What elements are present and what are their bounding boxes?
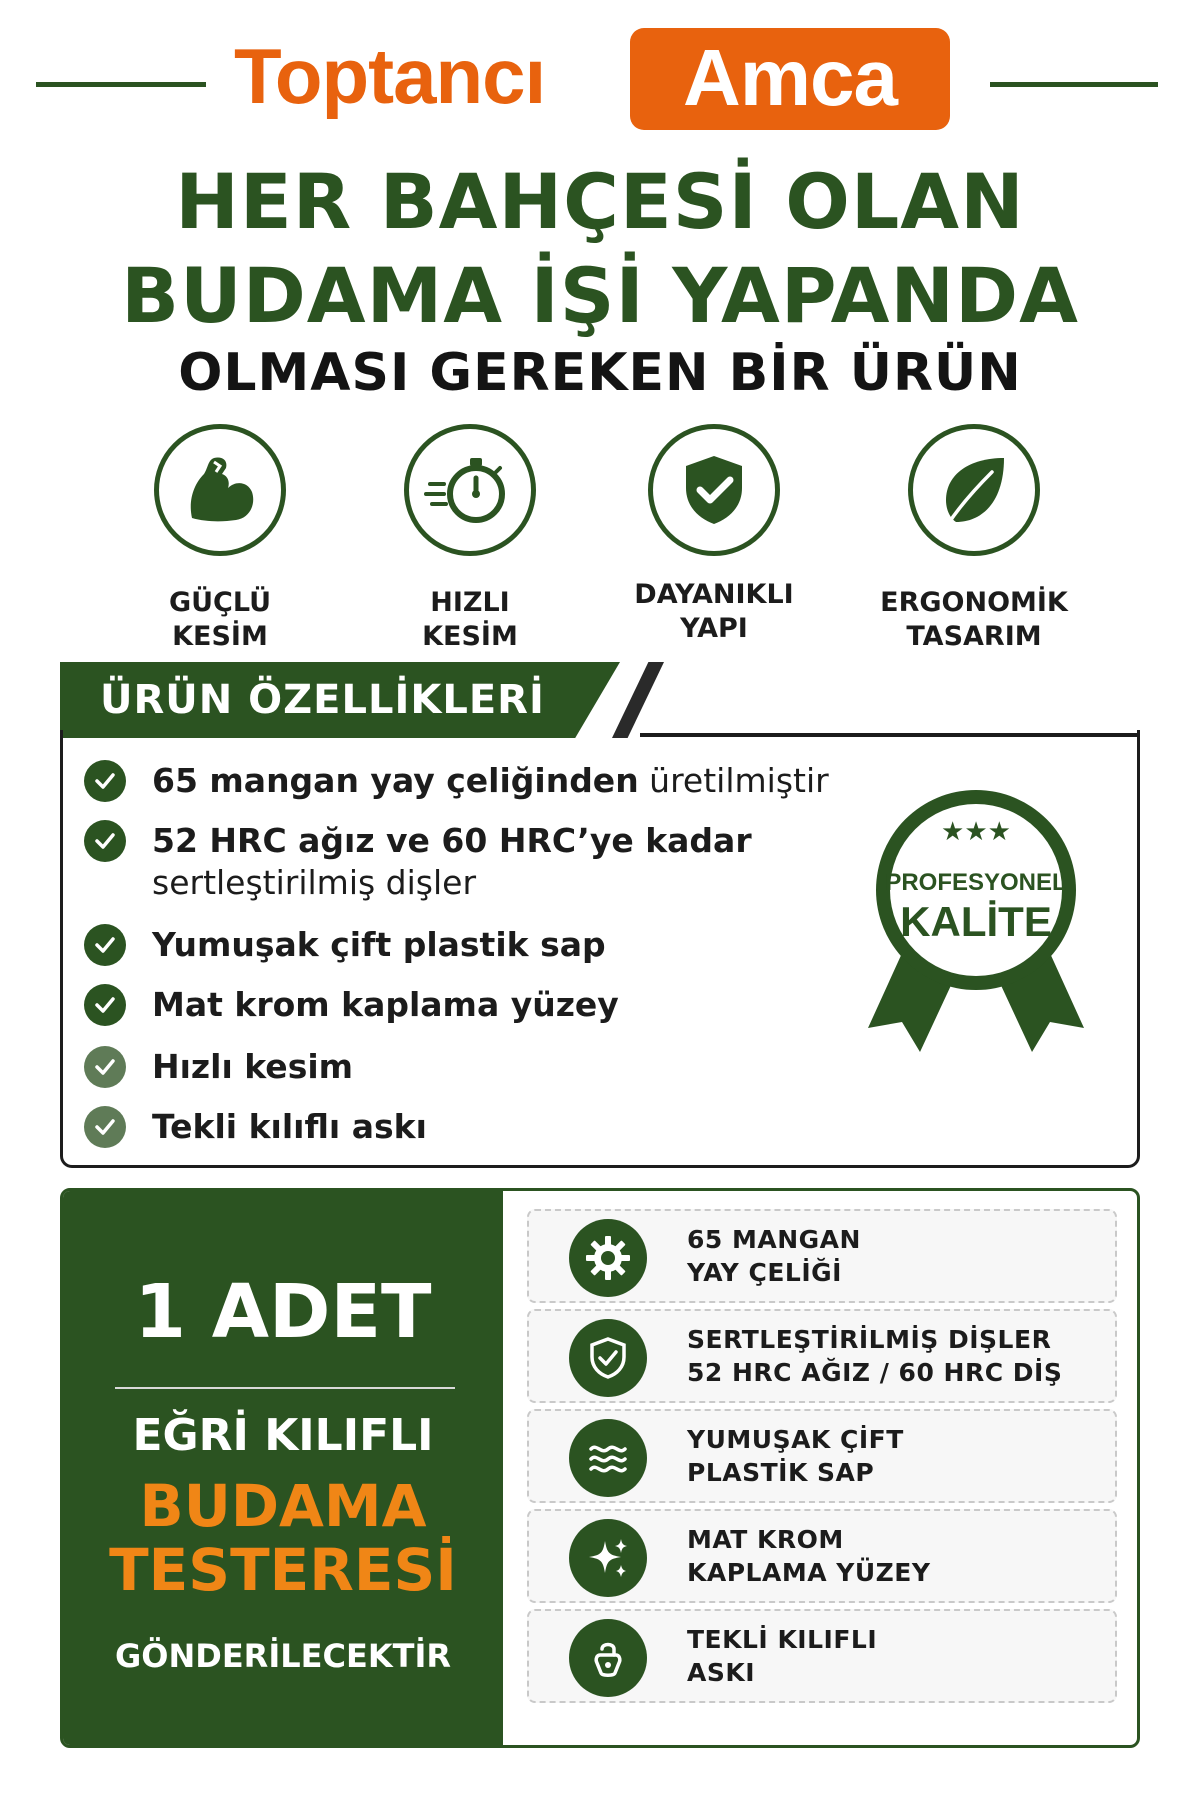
package-quantity: 1 ADET <box>134 1269 432 1355</box>
spec-item <box>84 1106 427 1148</box>
feature-label-line1: HIZLI <box>430 587 510 618</box>
spec-item <box>84 820 752 904</box>
gear-icon <box>569 1219 647 1297</box>
brand-header <box>0 24 1200 134</box>
card-line2: 52 HRC AĞIZ / 60 HRC DİŞ <box>687 1358 1063 1387</box>
shield-check-icon <box>569 1319 647 1397</box>
badge-line2: KALİTE <box>900 898 1052 945</box>
specs-header-slash <box>612 662 664 738</box>
feature-card <box>527 1609 1117 1703</box>
card-line1: TEKLİ KILIFLI <box>687 1625 878 1654</box>
feature-label-line1: DAYANIKLI <box>634 579 794 610</box>
feature-card <box>527 1209 1117 1303</box>
feature-label-line1: GÜÇLÜ <box>168 587 272 618</box>
feature-fast-cut <box>360 424 580 654</box>
card-line2: YAY ÇELİĞİ <box>687 1258 842 1287</box>
package-divider <box>115 1387 455 1389</box>
waves-icon <box>569 1419 647 1497</box>
leaf-icon <box>908 424 1040 556</box>
package-panel <box>63 1191 503 1745</box>
check-icon <box>84 984 126 1026</box>
card-line1: MAT KROM <box>687 1525 844 1554</box>
header-divider-left <box>36 82 206 87</box>
badge-line1: PROFESYONEL <box>885 869 1067 896</box>
brand-name-part1: Toptancı <box>234 32 546 120</box>
feature-strong-cut <box>110 424 330 654</box>
card-line2: PLASTİK SAP <box>687 1458 875 1487</box>
feature-durable <box>604 424 824 646</box>
product-name-line3: TESTERESİ <box>109 1536 457 1604</box>
hanger-icon <box>569 1619 647 1697</box>
spec-item <box>84 1046 353 1088</box>
spec-item <box>84 760 829 802</box>
flexed-arm-icon <box>154 424 286 556</box>
brand-name-part2: Amca <box>630 28 950 130</box>
quality-badge <box>868 790 1084 1060</box>
package-section <box>60 1188 1140 1748</box>
spec-item <box>84 984 619 1026</box>
card-line1: SERTLEŞTİRİLMİŞ DİŞLER <box>687 1325 1052 1354</box>
card-line1: YUMUŞAK ÇİFT <box>687 1425 904 1454</box>
feature-label-line1: ERGONOMİK <box>880 587 1068 618</box>
card-line2: KAPLAMA YÜZEY <box>687 1558 931 1587</box>
header-divider-right <box>990 82 1158 87</box>
feature-label-line2: KESİM <box>422 621 518 652</box>
spec-text-bold: 65 mangan yay çeliğinden <box>152 761 639 800</box>
shield-check-icon <box>648 424 780 556</box>
stopwatch-icon <box>404 424 536 556</box>
feature-label-line2: YAPI <box>680 613 748 644</box>
feature-card <box>527 1409 1117 1503</box>
spec-text-rest: üretilmiştir <box>638 761 829 800</box>
spec-text-bold: Tekli kılıflı askı <box>152 1107 427 1146</box>
spec-text-sub: sertleştirilmiş dişler <box>152 863 477 902</box>
check-icon <box>84 1046 126 1088</box>
check-icon <box>84 760 126 802</box>
check-icon <box>84 820 126 862</box>
feature-ergonomic <box>864 424 1084 654</box>
spec-text-bold: Yumuşak çift plastik sap <box>152 925 606 964</box>
feature-label-line2: KESİM <box>172 621 268 652</box>
headline-line3: OLMASI GEREKEN BİR ÜRÜN <box>178 343 1022 403</box>
sparkle-icon <box>569 1519 647 1597</box>
card-line2: ASKI <box>687 1658 756 1687</box>
product-name-line2: BUDAMA <box>139 1472 427 1540</box>
feature-label-line2: TASARIM <box>906 621 1042 652</box>
badge-stars: ★★★ <box>941 817 1011 847</box>
feature-card <box>527 1309 1117 1403</box>
headline-line2: BUDAMA İŞİ YAPANDA <box>121 251 1079 340</box>
product-name-line1: EĞRİ KILIFLI <box>132 1410 434 1461</box>
card-line1: 65 MANGAN <box>687 1225 861 1254</box>
specs-title: ÜRÜN ÖZELLİKLERİ <box>100 677 545 723</box>
package-note: GÖNDERİLECEKTİR <box>115 1637 451 1675</box>
spec-text-bold: 52 HRC ağız ve 60 HRC’ye kadar <box>152 821 752 860</box>
spec-item <box>84 924 606 966</box>
spec-text-bold: Mat krom kaplama yüzey <box>152 985 619 1024</box>
check-icon <box>84 1106 126 1148</box>
spec-text-bold: Hızlı kesim <box>152 1047 354 1086</box>
check-icon <box>84 924 126 966</box>
headline-line1: HER BAHÇESİ OLAN <box>175 157 1025 246</box>
feature-card <box>527 1509 1117 1603</box>
